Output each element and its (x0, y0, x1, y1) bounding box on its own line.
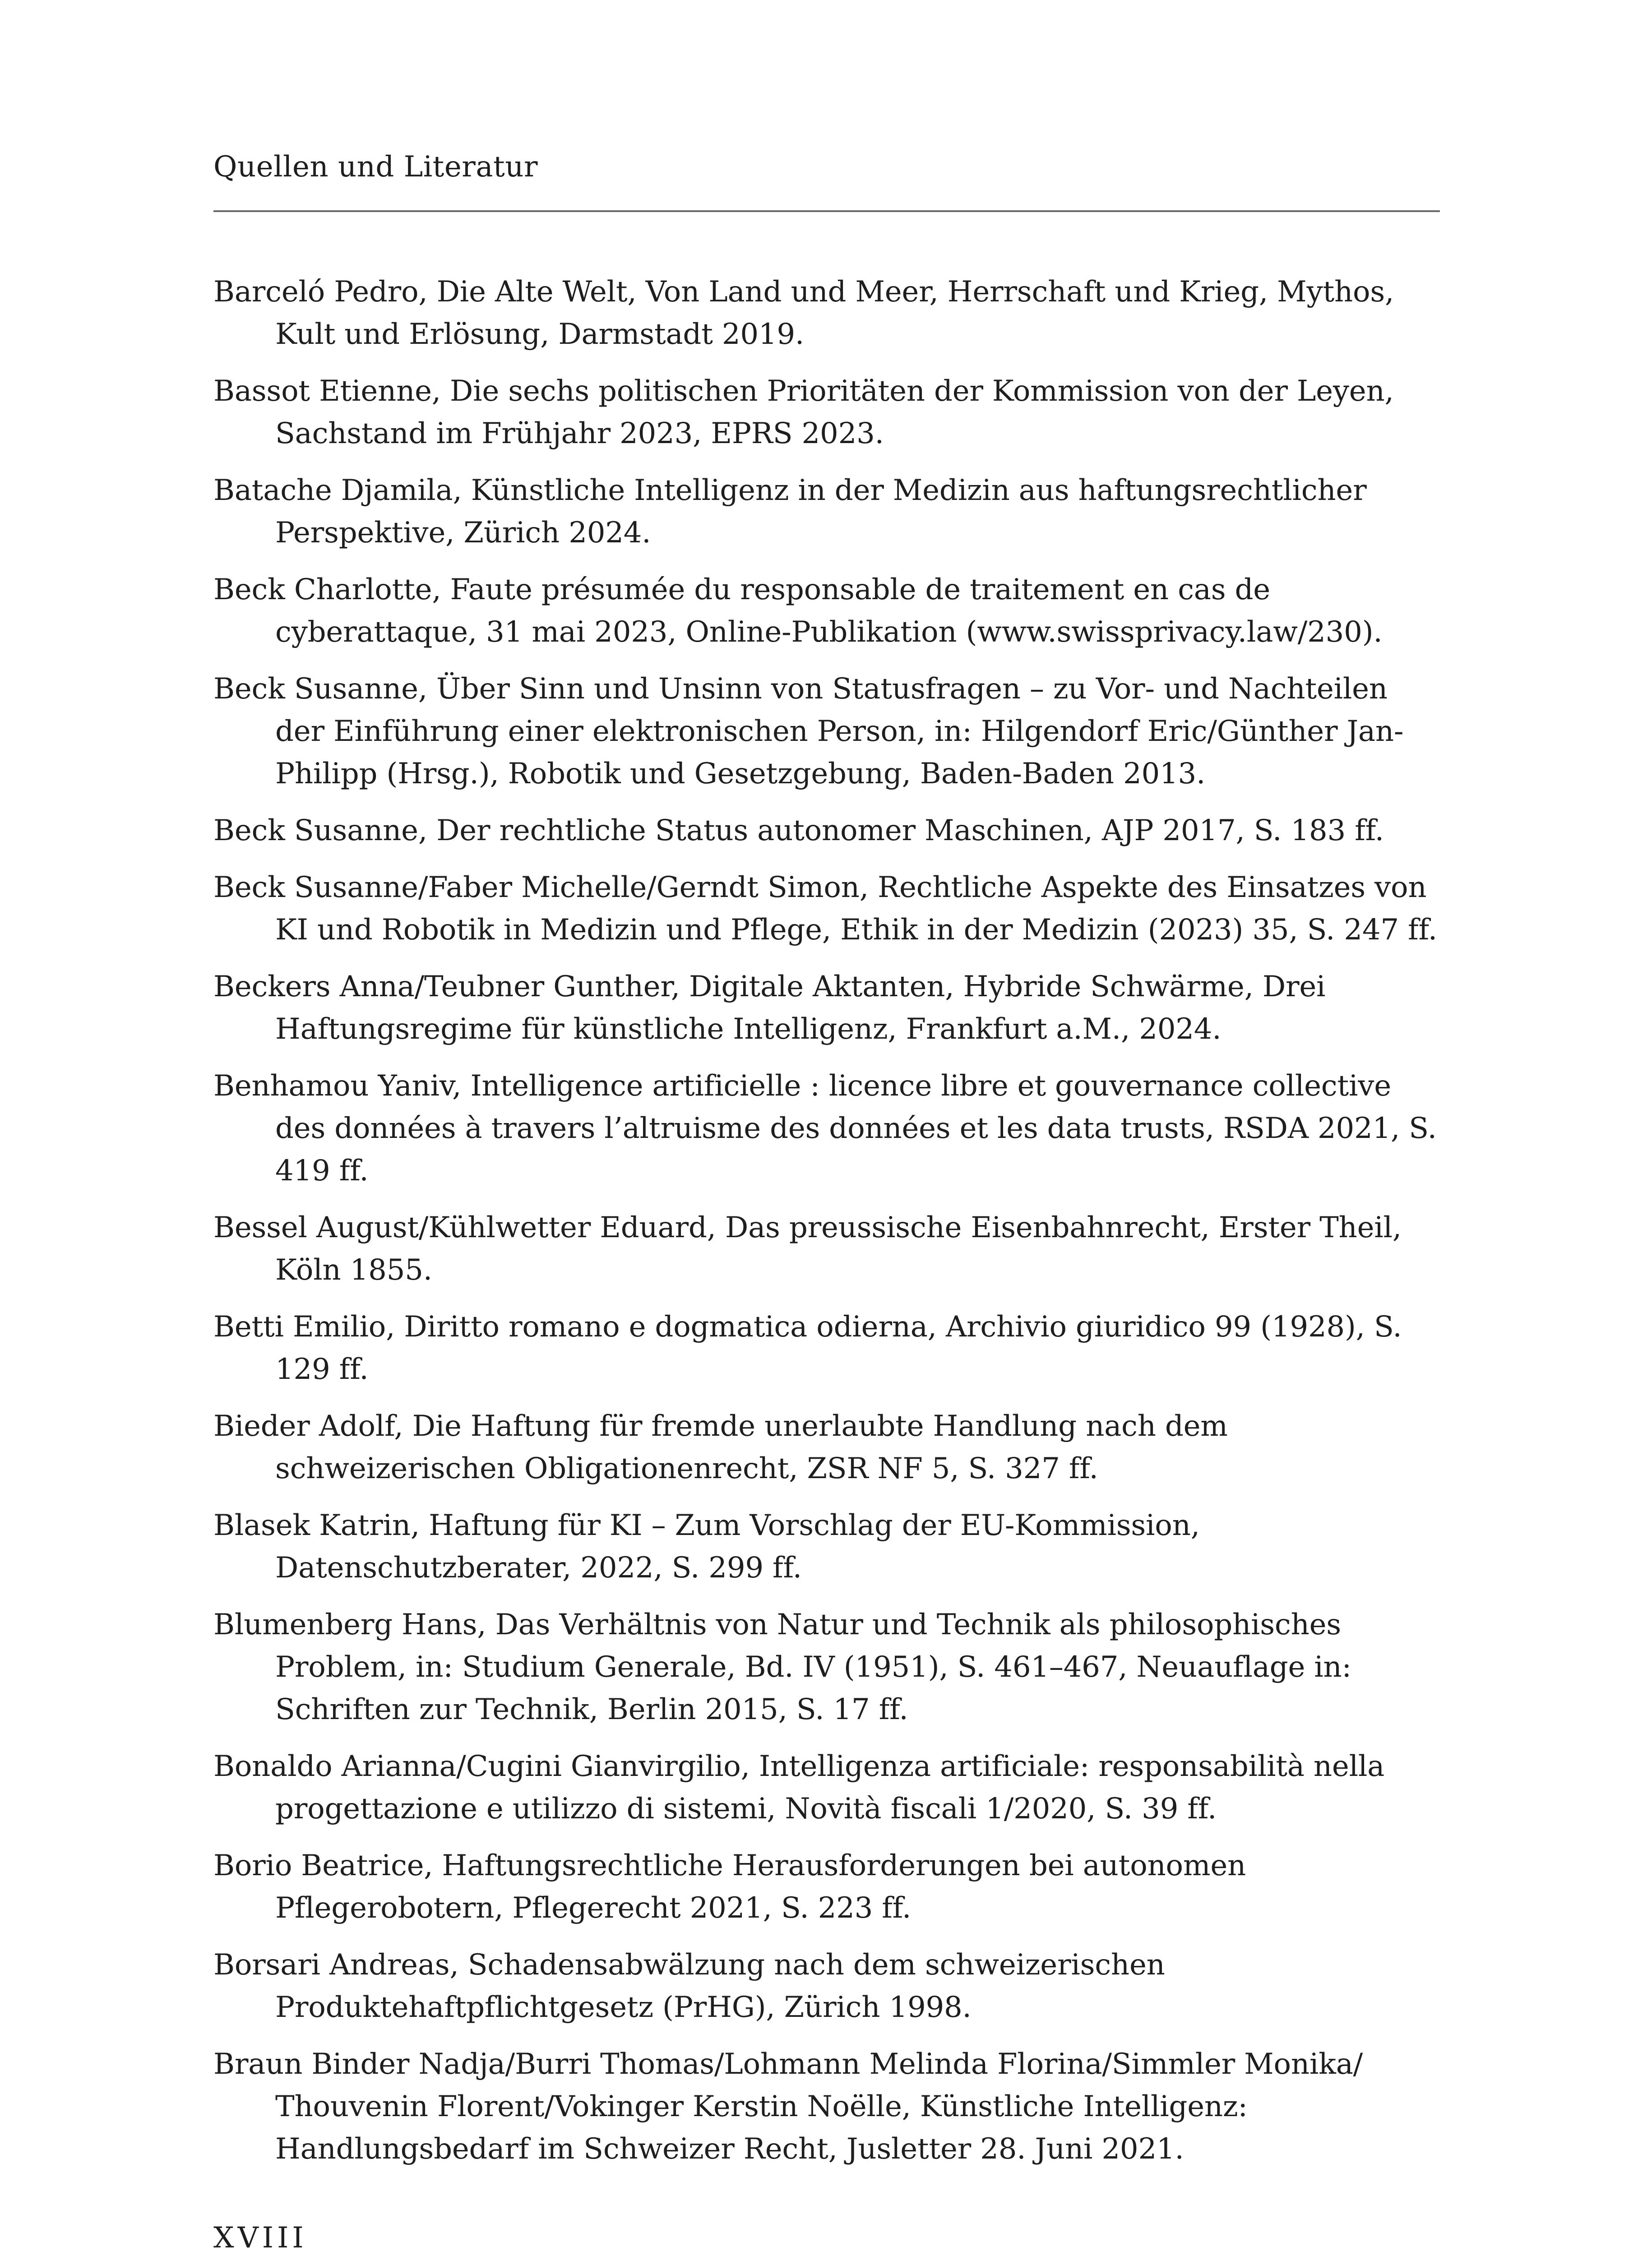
bibliography-entry: Bonaldo Arianna/Cugini Gianvirgilio, Intelligenza artificiale: responsabilità nella progettazione e utilizzo di sistemi, Novità fiscali 1/2020, S. 39 ff. (213, 1750, 1385, 1826)
page-number: XVIII (213, 2221, 307, 2255)
bibliography-entry: Betti Emilio, Diritto romano e dogmatica odierna, Archivio giuridico 99 (1928), S. 129 ff. (213, 1310, 1402, 1386)
bibliography-list (213, 271, 1440, 2185)
bibliography-entry: Borsari Andreas, Schadensabwälzung nach dem schweizerischen Produktehaftpflichtgesetz (PrHG), Zürich 1998. (213, 1948, 1165, 2024)
bibliography-entry: Barceló Pedro, Die Alte Welt, Von Land und Meer, Herrschaft und Krieg, Mythos, Kult und Erlösung, Darmstadt 2019. (213, 275, 1394, 351)
bibliography-entry: Blumenberg Hans, Das Verhältnis von Natur und Technik als philosophisches Problem, in: Studium Generale, Bd. IV (1951), S. 461–467, Neuauflage in: Schriften zur Technik, Berlin 2015, S. 17 ff. (213, 1608, 1351, 1726)
bibliography-entry: Benhamou Yaniv, Intelligence artificielle : licence libre et gouvernance collective des données à travers l’altruisme des données et les data trusts, RSDA 2021, S. 419 ff. (213, 1069, 1437, 1188)
bibliography-entry: Beck Susanne/Faber Michelle/Gerndt Simon, Rechtliche Aspekte des Einsatzes von KI und Robotik in Medizin und Pflege, Ethik in der Medizin (2023) 35, S. 247 ff. (213, 871, 1437, 947)
header-divider (213, 210, 1440, 212)
bibliography-entry: Beck Susanne, Der rechtliche Status autonomer Maschinen, AJP 2017, S. 183 ff. (213, 814, 1384, 847)
running-head-title: Quellen und Literatur (213, 150, 538, 184)
bibliography-entry: Bessel August/Kühlwetter Eduard, Das preussische Eisenbahnrecht, Erster Theil, Köln 1855. (213, 1211, 1402, 1287)
bibliography-entry: Beckers Anna/Teubner Gunther, Digitale Aktanten, Hybride Schwärme, Drei Haftungsregime für künstliche Intelligenz, Frankfurt a.M., 2024. (213, 970, 1326, 1046)
bibliography-entry: Braun Binder Nadja/Burri Thomas/Lohmann Melinda Florina/Simmler Monika/ Thouvenin Florent/Vokinger Kerstin Noëlle, Künstliche Intelligenz: Handlungsbedarf im Schweizer Recht, Jusletter 28. Juni 2021. (213, 2048, 1363, 2166)
bibliography-entry: Beck Susanne, Über Sinn und Unsinn von Statusfragen – zu Vor- und Nachteilen der Einführung einer elektronischen Person, in: Hilgendorf Eric/Günther Jan-Philipp (Hrsg.), Robotik und Gesetzgebung, Baden-Baden 2013. (213, 672, 1404, 791)
bibliography-entry: Borio Beatrice, Haftungsrechtliche Herausforderungen bei autonomen Pflegerobotern, Pflegerecht 2021, S. 223 ff. (213, 1849, 1246, 1925)
bibliography-entry: Bieder Adolf, Die Haftung für fremde unerlaubte Handlung nach dem schweizerischen Obligationenrecht, ZSR NF 5, S. 327 ff. (213, 1410, 1228, 1485)
bibliography-entry: Beck Charlotte, Faute présumée du responsable de traitement en cas de cyberattaque, 31 mai 2023, Online-Publikation (www.swissprivacy.law/230). (213, 573, 1383, 649)
bibliography-entry: Batache Djamila, Künstliche Intelligenz in der Medizin aus haftungsrechtlicher Perspektive, Zürich 2024. (213, 474, 1367, 550)
bibliography-entry: Blasek Katrin, Haftung für KI – Zum Vorschlag der EU-Kommission, Datenschutzberater, 2022, S. 299 ff. (213, 1509, 1200, 1585)
bibliography-entry: Bassot Etienne, Die sechs politischen Prioritäten der Kommission von der Leyen, Sachstand im Frühjahr 2023, EPRS 2023. (213, 374, 1394, 450)
